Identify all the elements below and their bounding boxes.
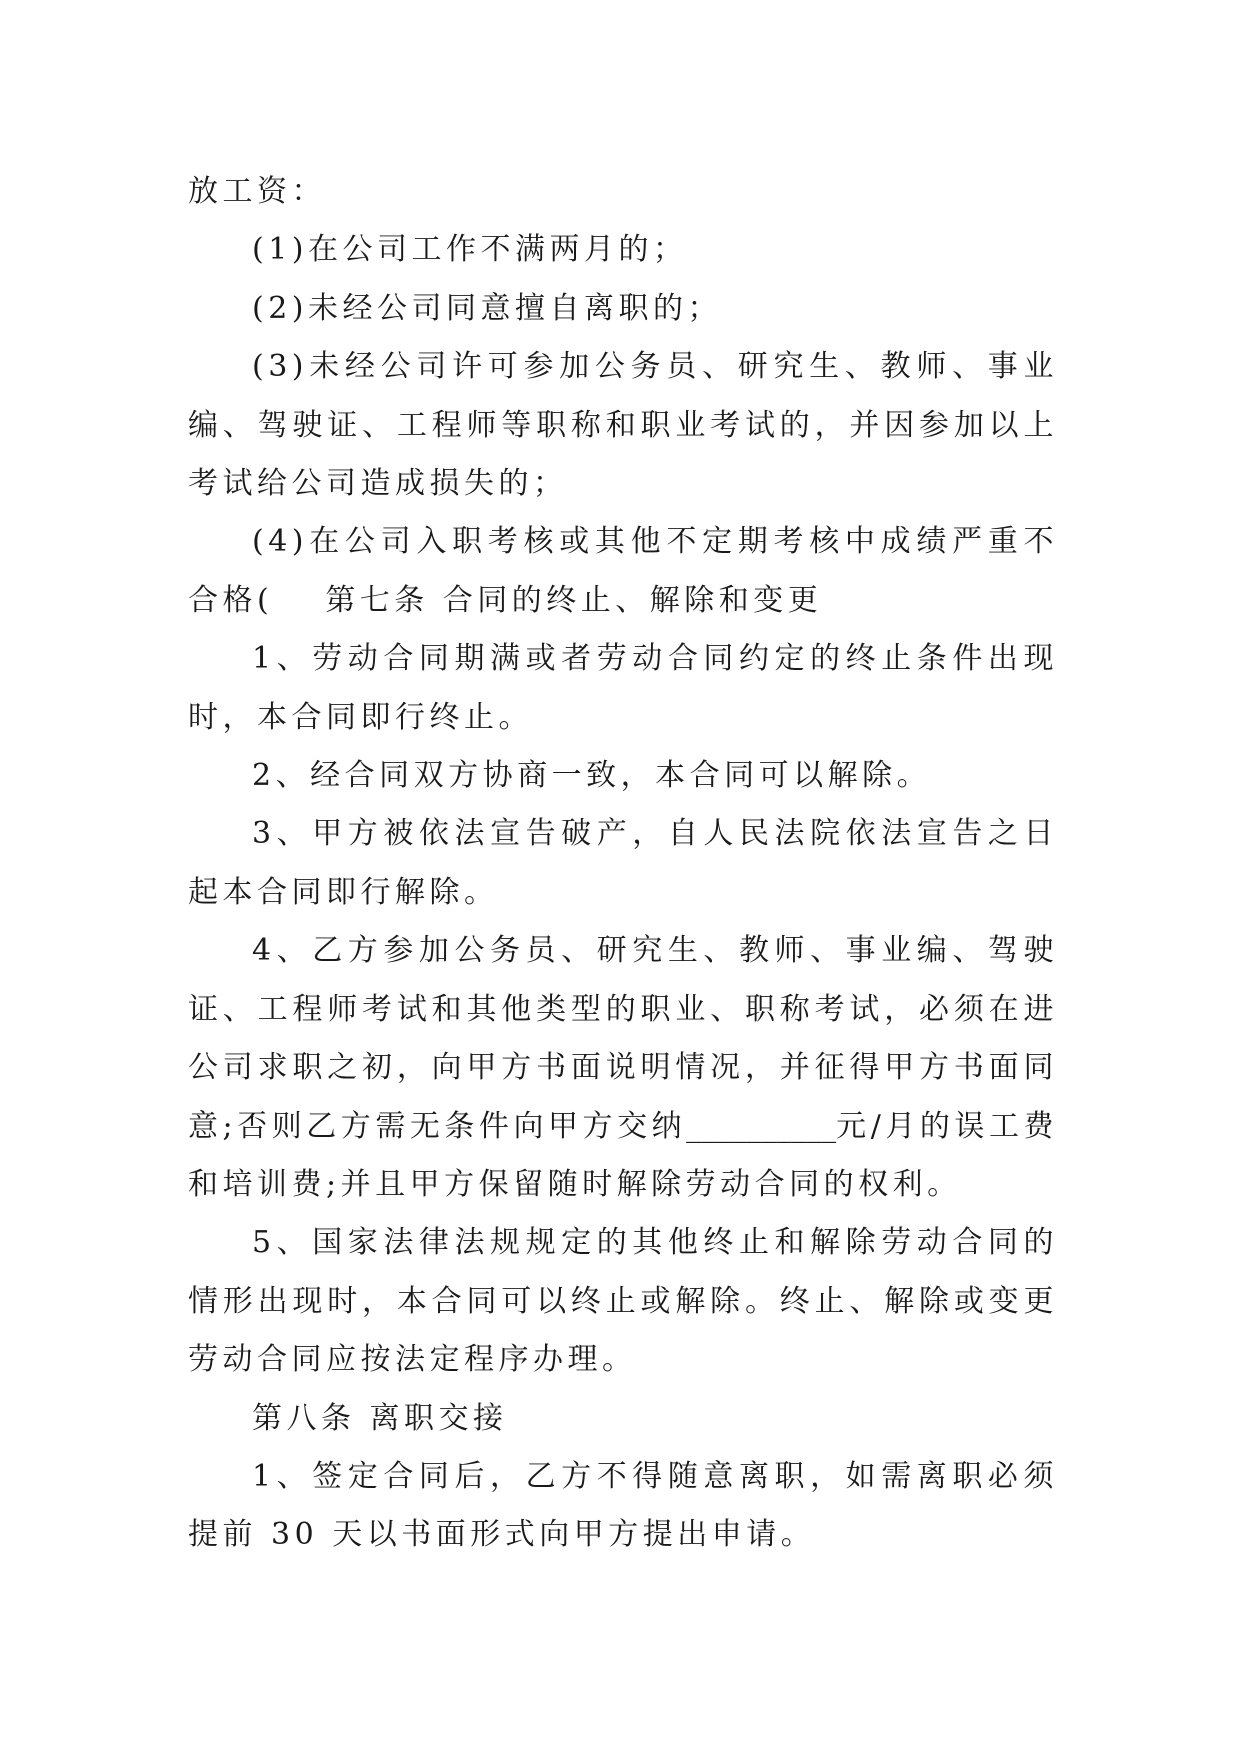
document-body: [188, 163, 1058, 1565]
list-item-3: (3)未经公司许可参加公务员、研究生、教师、事业编、驾驶证、工程师等职称和职业考试的，并因参加以上考试给公司造成损失的；: [188, 349, 1058, 502]
article-8-clause-1: 1、签定合同后，乙方不得随意离职，如需离职必须提前 30 天以书面形式向甲方提出申请。: [188, 1458, 1058, 1553]
article-8-heading: 第八条 离职交接: [252, 1400, 508, 1436]
clause-5: 5、国家法律法规规定的其他终止和解除劳动合同的情形出现时，本合同可以终止或解除。终止、解除或变更劳动合同应按法定程序办理。: [188, 1225, 1058, 1378]
list-item-2: (2)未经公司同意擅自离职的；: [252, 290, 722, 326]
clause-3: 3、甲方被依法宣告破产，自人民法院依法宣告之日起本合同即行解除。: [188, 816, 1058, 910]
clause-2: 2、经合同双方协商一致，本合同可以解除。: [252, 758, 932, 794]
clause-1: 1、劳动合同期满或者劳动合同约定的终止条件出现时，本合同即行终止。: [188, 641, 1058, 735]
list-item-4-text: (4)在公司入职考核或其他不定期考核中成绩严重不合格(: [188, 524, 1058, 618]
clause-4: [188, 922, 1058, 1214]
paragraph-continuation: 放工资：: [188, 174, 326, 209]
fill-in-blank: __________: [686, 1108, 837, 1144]
list-item-4: [188, 513, 1058, 630]
list-item-1: (1)在公司工作不满两月的；: [252, 232, 688, 268]
article-7-heading: 第七条 合同的终止、解除和变更: [325, 582, 823, 618]
clause-4-text-b: 元/月的误工费和培训费;并且甲方保留随时解除劳动合同的权利。: [188, 1108, 1058, 1202]
clause-4-text-a: 4、乙方参加公务员、研究生、教师、事业编、驾驶证、工程师考试和其他类型的职业、职称考试，必须在进公司求职之初，向甲方书面说明情况，并征得甲方书面同意;否则乙方需无条件向甲方交纳: [188, 933, 1058, 1144]
